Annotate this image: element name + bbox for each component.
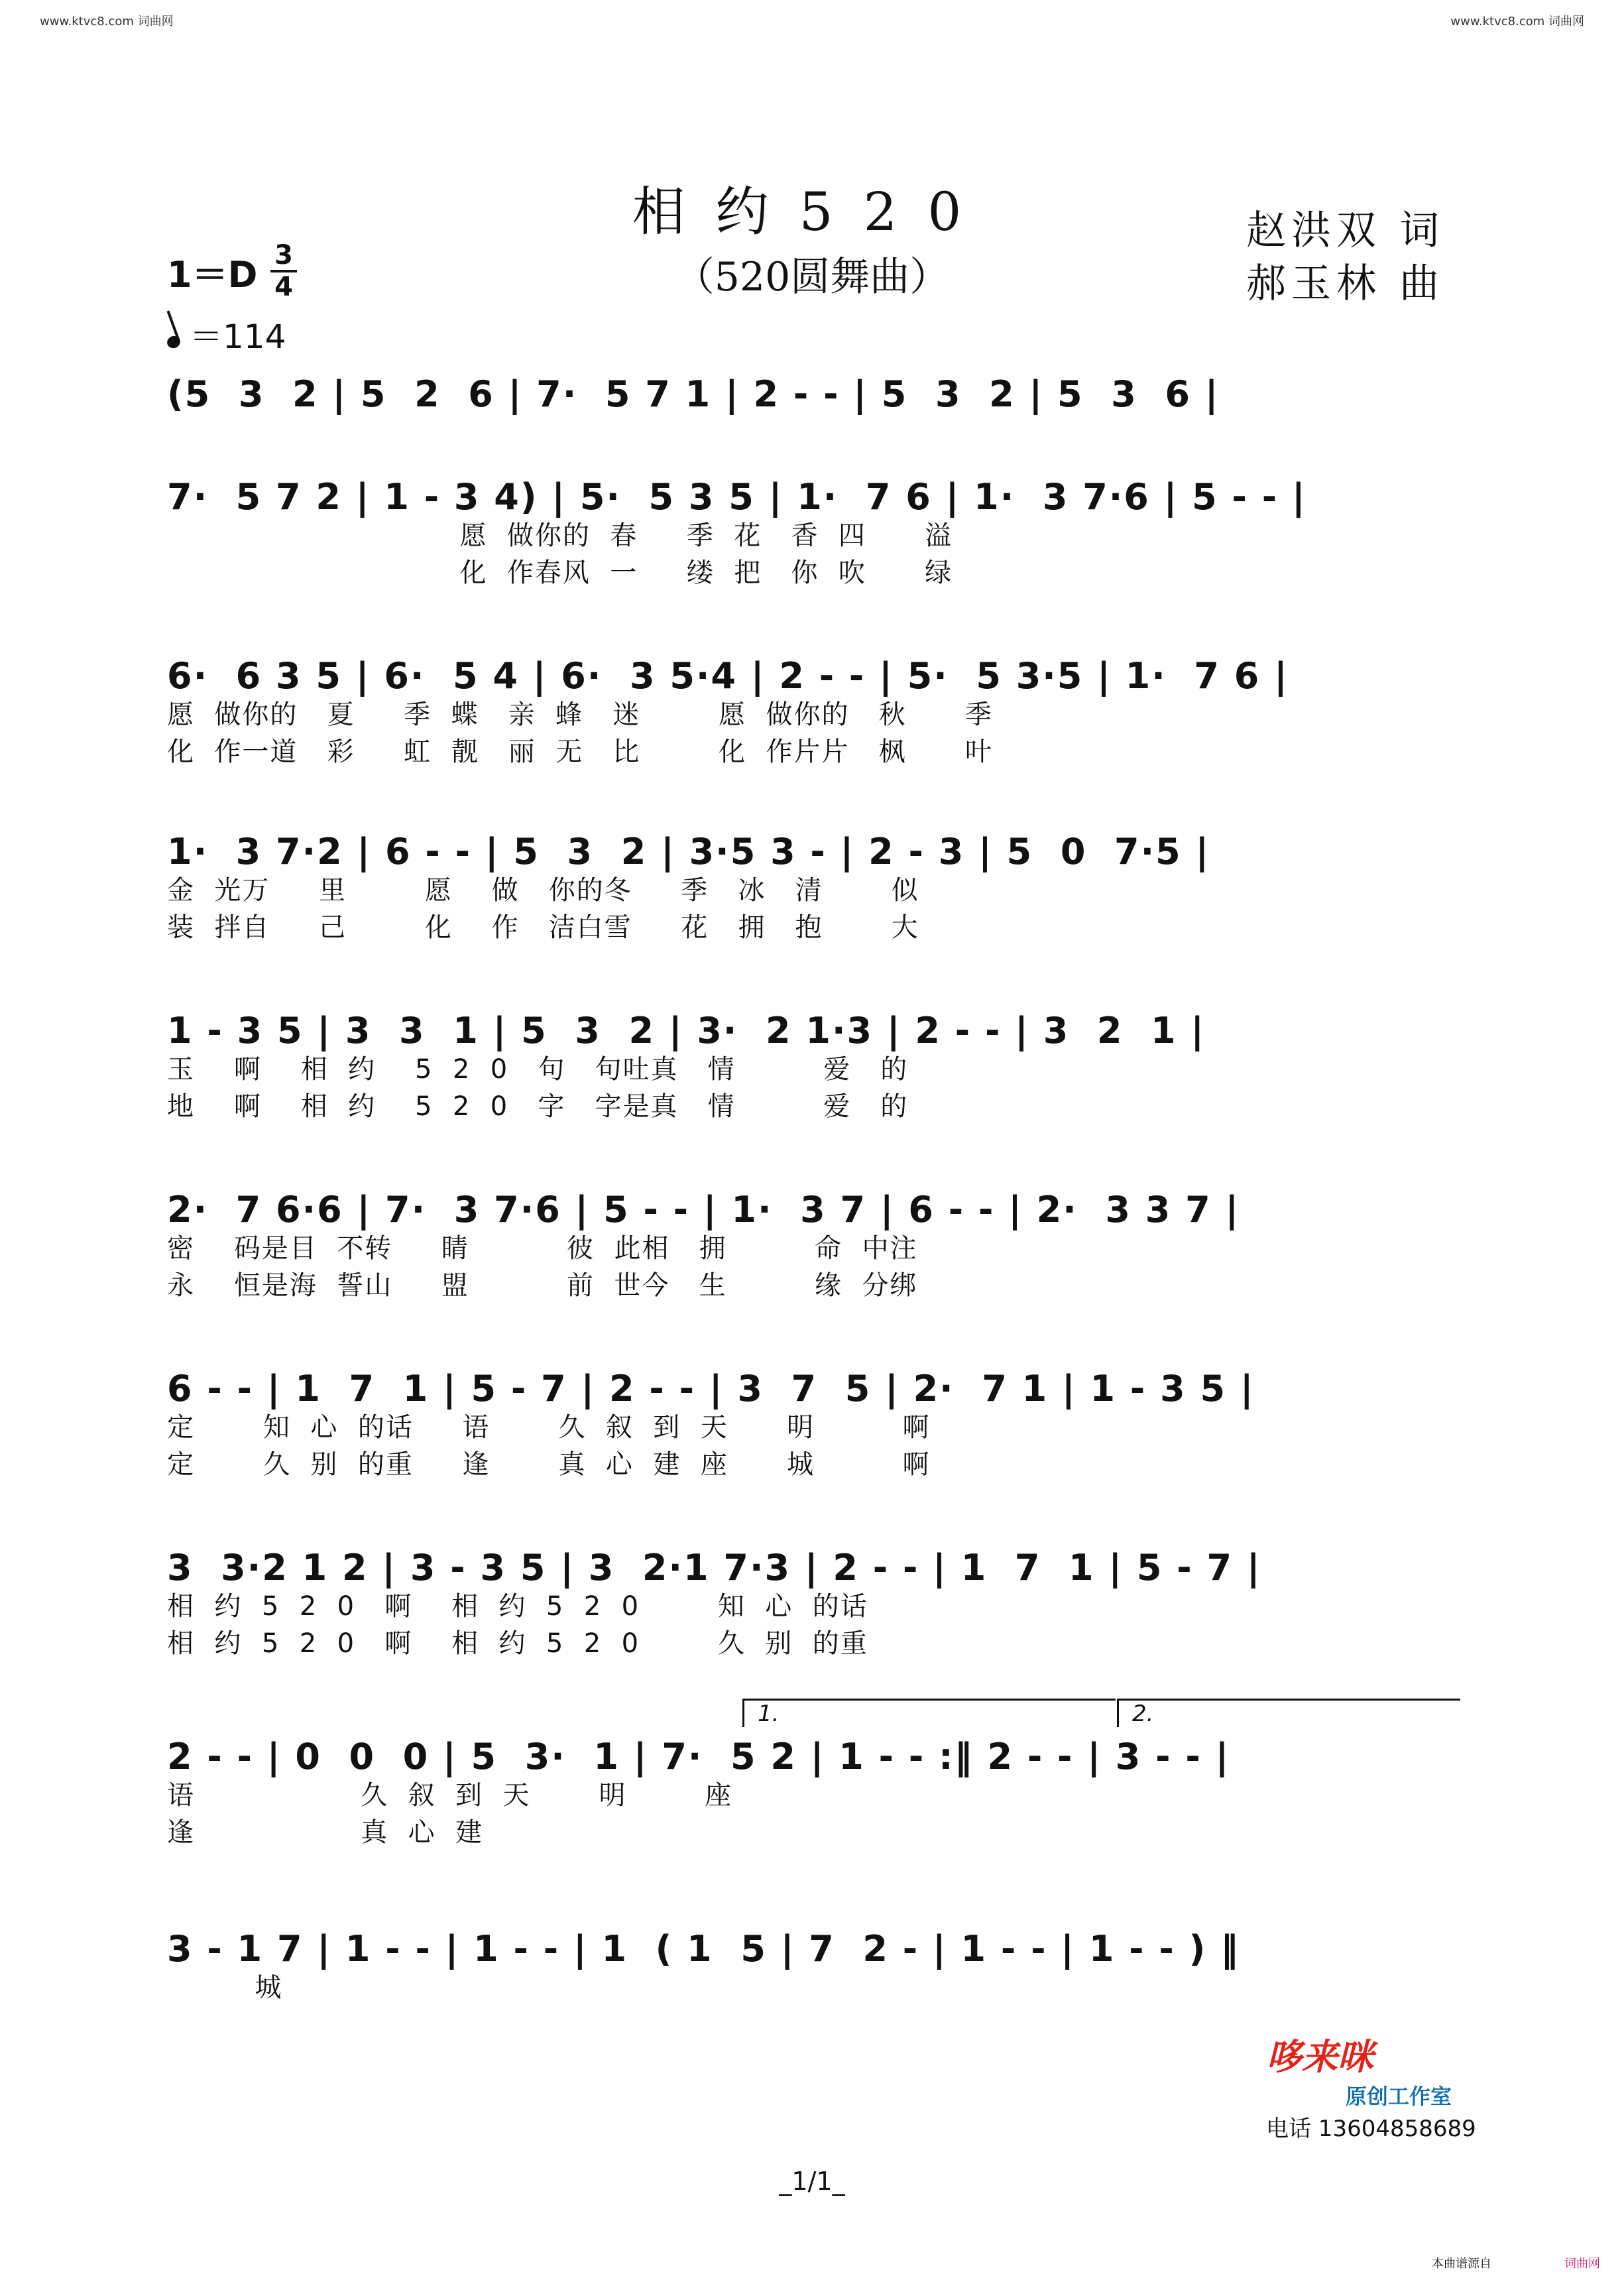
lyric-verse-2: 逢 真 心 建 — [167, 1817, 484, 1848]
score-row-5 — [167, 1011, 1460, 1125]
second-ending-label: 2. — [1132, 1701, 1154, 1727]
footer-site: 词曲网 — [1564, 2257, 1600, 2271]
first-ending-bracket — [742, 1699, 1116, 1727]
notation-line: 2· 7 6·6 | 7· 3 7·6 | 5 - - | 1· 3 7 | 6 - - | 2· 3 3 7 | — [167, 1189, 1240, 1231]
notation-line: (5 3 2 | 5 2 6 | 7· 5 7 1 | 2 - - | 5 3 2 | 5 3 6 | — [167, 373, 1220, 415]
notation-line: 2 - - | 0 0 0 | 5 3· 1 | 7· 5 2 | 1 - - :‖ 2 - - | 3 - - | — [167, 1736, 1230, 1777]
notation-line: 1· 3 7·2 | 6 - - | 5 3 2 | 3·5 3 - | 2 - 3 | 5 0 7·5 | — [167, 831, 1210, 872]
score-row-4 — [167, 832, 1460, 946]
studio-stamp — [1266, 2029, 1476, 2143]
lyric-verse-1: 相 约 5 2 0 啊 相 约 5 2 0 知 心 的话 — [167, 1591, 868, 1622]
lyric-verse-2: 地 啊 相 约 5 2 0 字 字是真 情 爱 的 — [167, 1091, 909, 1122]
page-number: _1/1_ — [779, 2167, 845, 2196]
score-row-9 — [167, 1737, 1460, 1851]
notation-line: 1 - 3 5 | 3 3 1 | 5 3 2 | 3· 2 1·3 | 2 - - | 3 2 1 | — [167, 1010, 1206, 1052]
second-ending-bracket — [1117, 1699, 1460, 1727]
lyric-verse-1: 语 久 叙 到 天 明 座 — [167, 1780, 733, 1811]
score-row-3 — [167, 656, 1460, 770]
tempo-marking — [167, 310, 286, 358]
first-ending-label: 1. — [758, 1701, 780, 1727]
score-row-10 — [167, 1929, 1460, 2006]
lyric-verse-2: 定 久 别 的重 逢 真 心 建 座 城 啊 — [167, 1449, 931, 1480]
lyricist-credit: 赵洪双 词 — [1246, 208, 1445, 254]
footer-source: 本曲谱源自 — [1432, 2257, 1491, 2271]
lyric-verse-2: 装 拌自 己 化 作 洁白雪 花 拥 抱 大 — [167, 912, 919, 943]
time-sig-bottom: 4 — [274, 272, 293, 302]
notation-line: 3 - 1 7 | 1 - - | 1 - - | 1 ( 1 5 | 7 2 - | 1 - - | 1 - - ) ‖ — [167, 1928, 1240, 1970]
song-title: 相约520 — [632, 181, 992, 243]
lyric-verse-2: 相 约 5 2 0 啊 相 约 5 2 0 久 别 的重 — [167, 1628, 868, 1659]
lyric-verse-2: 化 作一道 彩 虹 靓 丽 无 比 化 作片片 枫 叶 — [167, 737, 993, 767]
time-sig-top: 3 — [274, 240, 293, 270]
lyric-verse-1: 金 光万 里 愿 做 你的冬 季 冰 清 似 — [167, 875, 919, 906]
studio-brand — [1266, 2029, 1476, 2080]
score-row-1 — [167, 375, 1460, 414]
tempo-value: ＝114 — [190, 318, 286, 356]
header-url-right: www.ktvc8.com 词曲网 — [1450, 15, 1584, 29]
notation-line: 6 - - | 1 7 1 | 5 - 7 | 2 - - | 3 7 5 | 2· 7 1 | 1 - 3 5 | — [167, 1368, 1255, 1410]
composer-credit: 郝玉林 曲 — [1246, 261, 1445, 307]
header-url-left: www.ktvc8.com 词曲网 — [40, 15, 174, 29]
studio-phone: 电话 13604858689 — [1266, 2116, 1476, 2142]
notation-line: 7· 5 7 2 | 1 - 3 4) | 5· 5 3 5 | 1· 7 6 | 1· 3 7·6 | 5 - - | — [167, 476, 1306, 518]
studio-brand-text: 哆来咪 — [1266, 2036, 1373, 2078]
notation-line: 6· 6 3 5 | 6· 5 4 | 6· 3 5·4 | 2 - - | 5· 5 3·5 | 1· 7 6 | — [167, 655, 1289, 697]
lyric-verse-1: 定 知 心 的话 语 久 叙 到 天 明 啊 — [167, 1412, 931, 1443]
lyric-verse-1: 密 码是目 不转 睛 彼 此相 拥 命 中注 — [167, 1233, 918, 1264]
lyric-verse-1: 玉 啊 相 约 5 2 0 句 句吐真 情 爱 的 — [167, 1054, 909, 1085]
score-row-2 — [167, 477, 1460, 591]
score-row-7 — [167, 1369, 1460, 1483]
score-row-8 — [167, 1548, 1460, 1662]
quarter-note-icon — [166, 334, 182, 350]
lyric-verse-2: 化 作春风 一 缕 把 你 吹 绿 — [167, 558, 953, 588]
studio-name: 原创工作室 — [1346, 2084, 1452, 2109]
song-subtitle: （520圆舞曲） — [674, 254, 950, 300]
notation-line: 3 3·2 1 2 | 3 - 3 5 | 3 2·1 7·3 | 2 - - | 1 7 1 | 5 - 7 | — [167, 1547, 1261, 1589]
lyric-verse-1: 城 — [167, 1972, 283, 2003]
lyric-verse-2: 永 恒是海 誓山 盟 前 世今 生 缘 分绑 — [167, 1270, 918, 1301]
lyric-verse-1: 愿 做你的 夏 季 蝶 亲 蜂 迷 愿 做你的 秋 季 — [167, 699, 993, 730]
lyric-verse-1: 愿 做你的 春 季 花 香 四 溢 — [167, 520, 953, 551]
key-signature: 1＝D — [167, 254, 258, 296]
score-row-6 — [167, 1190, 1460, 1304]
time-signature — [270, 242, 297, 300]
